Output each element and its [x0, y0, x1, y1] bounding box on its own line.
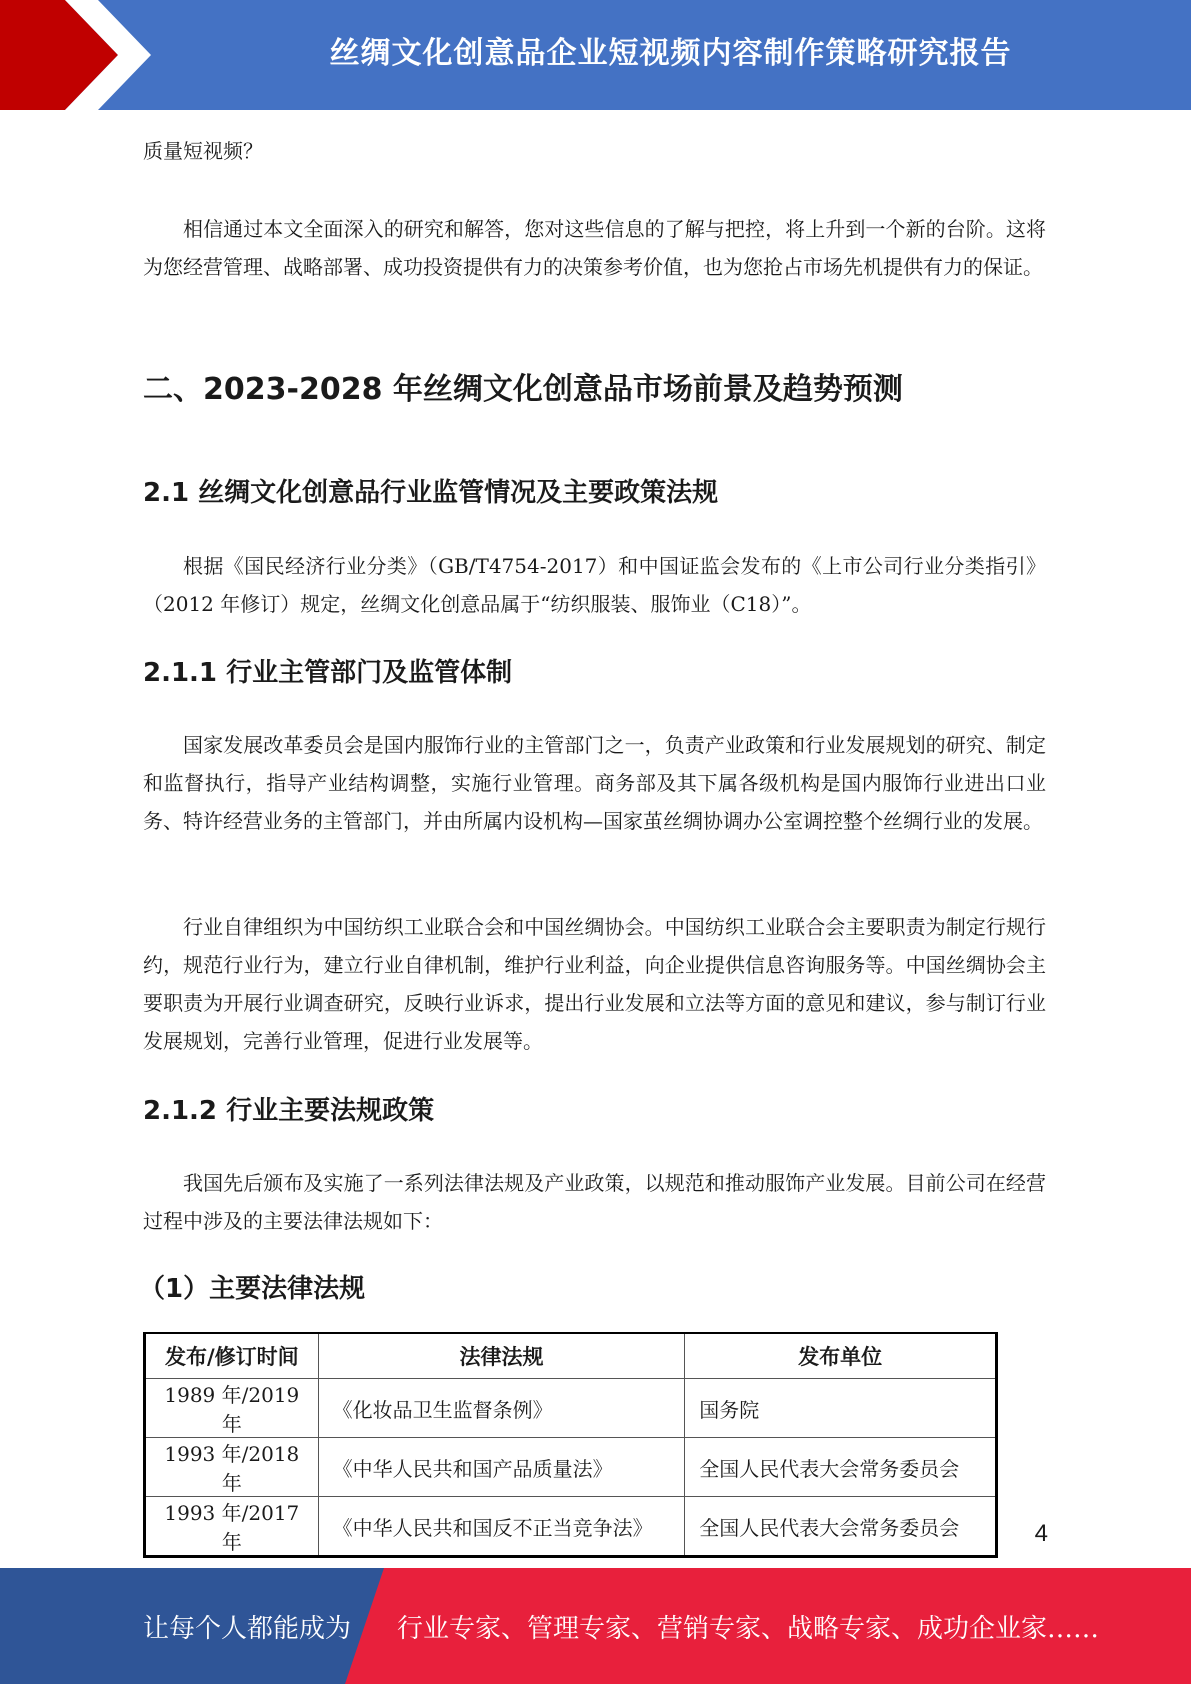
subsection-heading-2-1: 2.1 丝绸文化创意品行业监管情况及主要政策法规: [143, 478, 719, 508]
column-header-date: 发布/修订时间: [145, 1333, 319, 1379]
cell-date: 1989 年/2019 年: [145, 1379, 319, 1438]
page-header: [0, 0, 1191, 110]
page-footer: [0, 1568, 1191, 1684]
cell-law: 《中华人民共和国产品质量法》: [318, 1438, 685, 1497]
table-row: [145, 1438, 997, 1497]
cell-issuer: 国务院: [685, 1379, 997, 1438]
paragraph-self-regulation: 行业自律组织为中国纺织工业联合会和中国丝绸协会。中国纺织工业联合会主要职责为制定行规行约，规范行业行为，建立行业自律机制，维护行业利益，向企业提供信息咨询服务等。中国丝绸协会主要职责为开展行业调查研究，反映行业诉求，提出行业发展和立法等方面的意见和建议，参与制订行业发展规划，完善行业管理，促进行业发展等。: [143, 915, 1046, 1053]
cell-issuer: 全国人民代表大会常务委员会: [685, 1438, 997, 1497]
paragraph-continuation: 质量短视频？: [143, 139, 263, 163]
table-row: [145, 1379, 997, 1438]
laws-table: [143, 1332, 998, 1558]
paragraph-policies: 我国先后颁布及实施了一系列法律法规及产业政策，以规范和推动服饰产业发展。目前公司在经营过程中涉及的主要法律法规如下：: [143, 1171, 1046, 1233]
cell-date: 1993 年/2018 年: [145, 1438, 319, 1497]
footer-slogan-right: 行业专家、管理专家、营销专家、战略专家、成功企业家……: [397, 1613, 1100, 1644]
header-arrow-decoration: [0, 0, 160, 110]
subsection-heading-2-1-1: 2.1.1 行业主管部门及监管体制: [143, 658, 513, 688]
column-header-issuer: 发布单位: [685, 1333, 997, 1379]
paragraph-classification: 根据《国民经济行业分类》（GB/T4754-2017）和中国证监会发布的《上市公司行业分类指引》（2012 年修订）规定，丝绸文化创意品属于“纺织服装、服饰业（C18）”。: [143, 554, 1046, 616]
header-title: 丝绸文化创意品企业短视频内容制作策略研究报告: [329, 36, 1012, 71]
table-row: [145, 1497, 997, 1557]
cell-law: 《中华人民共和国反不正当竞争法》: [318, 1497, 685, 1557]
page-number: 4: [1034, 1520, 1048, 1547]
paragraph-regulators: 国家发展改革委员会是国内服饰行业的主管部门之一，负责产业政策和行业发展规划的研究、制定和监督执行，指导产业结构调整，实施行业管理。商务部及其下属各级机构是国内服饰行业进出口业务、特许经营业务的主管部门，并由所属内设机构—国家茧丝绸协调办公室调控整个丝绸行业的发展。: [143, 733, 1046, 833]
paragraph-intro: 相信通过本文全面深入的研究和解答，您对这些信息的了解与把控，将上升到一个新的台阶。这将为您经营管理、战略部署、成功投资提供有力的决策参考价值，也为您抢占市场先机提供有力的保证。: [143, 217, 1046, 279]
cell-law: 《化妆品卫生监督条例》: [318, 1379, 685, 1438]
table-header-row: [145, 1333, 997, 1379]
subsection-heading-2-1-2: 2.1.2 行业主要法规政策: [143, 1096, 435, 1126]
cell-issuer: 全国人民代表大会常务委员会: [685, 1497, 997, 1557]
section-heading: 二、2023-2028 年丝绸文化创意品市场前景及趋势预测: [143, 372, 903, 407]
column-header-law: 法律法规: [318, 1333, 685, 1379]
footer-slogan-left: 让每个人都能成为: [143, 1613, 352, 1644]
cell-date: 1993 年/2017 年: [145, 1497, 319, 1557]
table-heading: （1）主要法律法规: [139, 1274, 366, 1304]
